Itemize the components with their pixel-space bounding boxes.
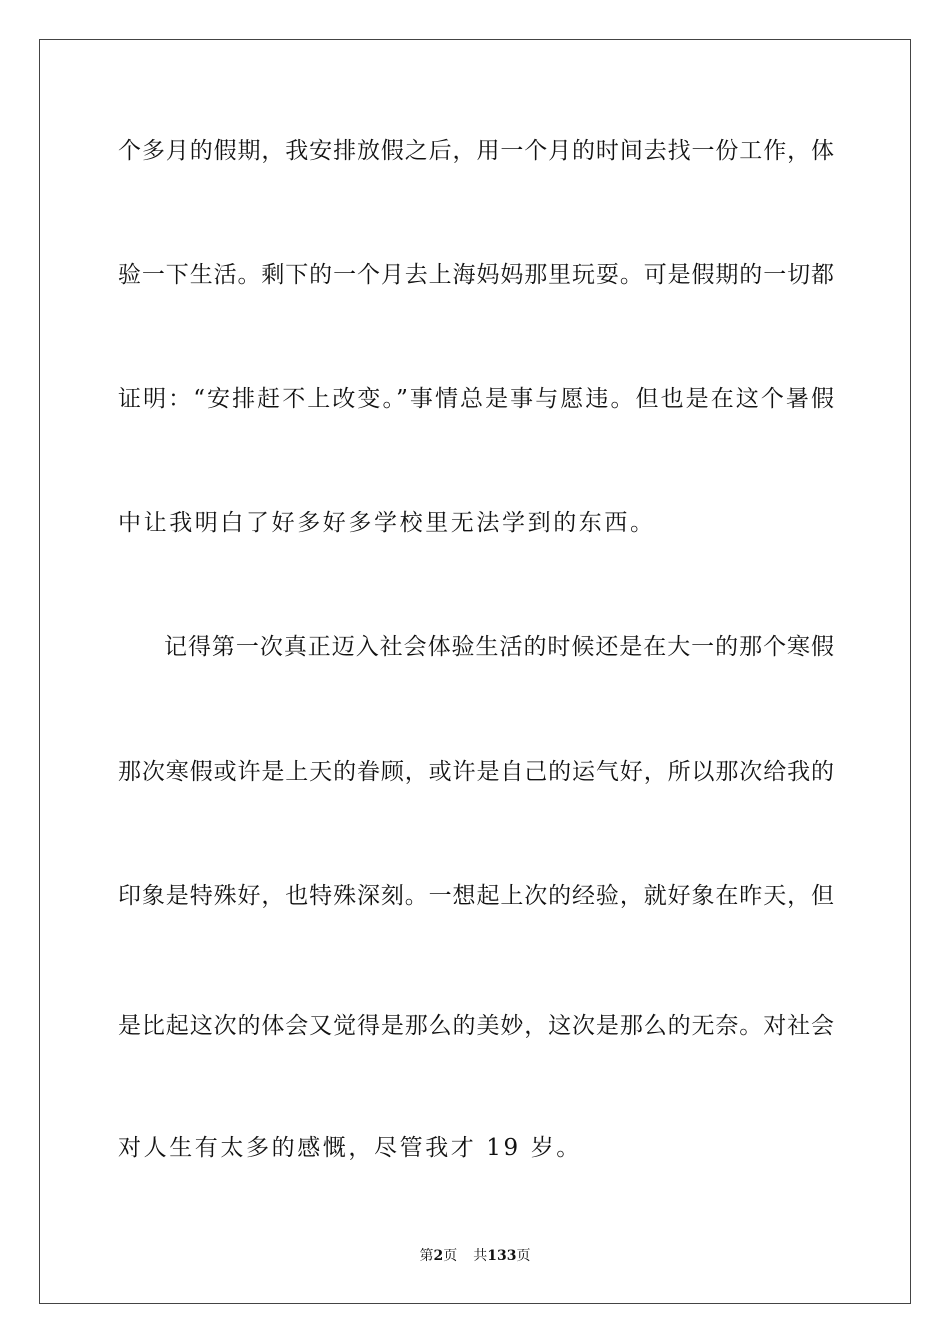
footer-page-number: 2: [433, 1248, 444, 1264]
text-line-7: 印象是特殊好，也特殊深刻。一想起上次的经验，就好象在昨天，但: [118, 883, 834, 909]
page-border: [39, 39, 911, 1304]
text-line-4: 中让我明白了好多好多学校里无法学到的东西。: [118, 510, 656, 536]
text-line-5: 记得第一次真正迈入社会体验生活的时候还是在大一的那个寒假: [164, 634, 834, 660]
text-line-2: 验一下生活。剩下的一个月去上海妈妈那里玩耍。可是假期的一切都: [118, 262, 834, 288]
text-line-3: 证明：“安排赶不上改变。”事情总是事与愿违。但也是在这个暑假: [118, 386, 834, 412]
footer-total-pages: 133: [487, 1248, 517, 1264]
text-line-6: 那次寒假或许是上天的眷顾，或许是自己的运气好，所以那次给我的: [118, 759, 834, 785]
text-line-9: 对人生有太多的感慨，尽管我才 19 岁。: [118, 1135, 582, 1161]
footer-total-prefix: 共: [473, 1248, 488, 1264]
page-footer: [0, 1247, 950, 1265]
footer-page-suffix: 页: [443, 1248, 458, 1264]
footer-page-prefix: 第: [419, 1248, 434, 1264]
text-line-1: 个多月的假期，我安排放假之后，用一个月的时间去找一份工作，体: [118, 138, 834, 164]
footer-total-suffix: 页: [516, 1248, 531, 1264]
text-line-8: 是比起这次的体会又觉得是那么的美妙，这次是那么的无奈。对社会: [118, 1013, 834, 1039]
